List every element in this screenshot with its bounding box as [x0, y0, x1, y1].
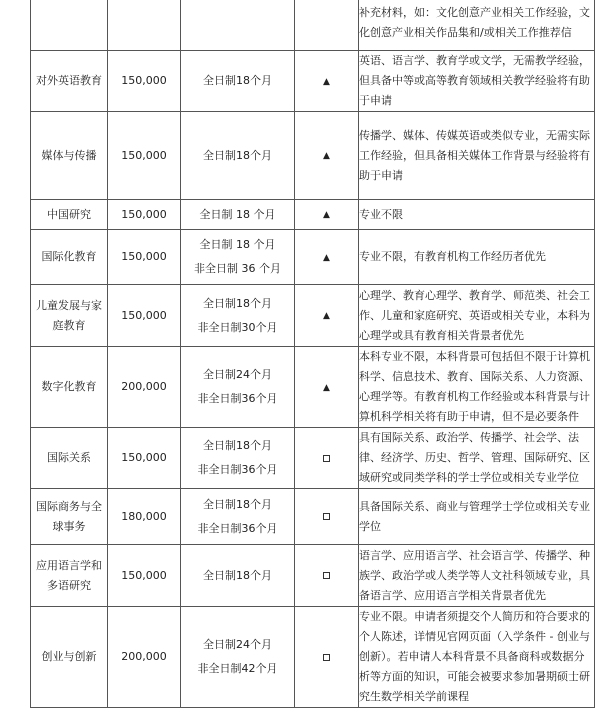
duration-line: 非全日制36个月	[197, 392, 278, 405]
tuition-fee: 150,000	[121, 148, 167, 162]
mark-cell	[295, 0, 359, 51]
program-row	[31, 347, 595, 428]
tuition-fee: 150,000	[121, 250, 167, 263]
program-name: 媒体与传播	[41, 148, 97, 162]
mark-cell	[295, 428, 359, 489]
mark-cell	[295, 489, 359, 545]
program-row	[31, 607, 595, 708]
tuition-fee-cell	[108, 545, 181, 607]
program-row	[31, 545, 595, 607]
tuition-fee-cell	[108, 428, 181, 489]
program-name: 数字化教育	[41, 380, 97, 393]
program-row	[31, 0, 595, 51]
program-name-cell	[31, 230, 108, 285]
mark-cell	[295, 285, 359, 347]
program-name-cell	[31, 0, 108, 51]
program-name-cell	[31, 200, 108, 230]
tuition-fee: 150,000	[121, 207, 167, 221]
duration-cell	[181, 347, 295, 428]
tuition-fee-cell	[108, 230, 181, 285]
requirement-cell	[359, 607, 595, 708]
program-name: 国际化教育	[41, 250, 97, 263]
program-name: 国际商务与全球事务	[36, 499, 102, 533]
duration-cell	[181, 51, 295, 112]
duration-cell	[181, 112, 295, 200]
square-mark-icon	[323, 455, 330, 462]
requirement-text: 本科专业不限，本科背景可包括但不限于计算机科学、信息技术、教育、国际关系、人力资源、心理学等。有教育机构工作经验或本科背景与计算机科学相关将有助于申请，但不是必要条件	[359, 350, 590, 423]
tuition-fee: 150,000	[121, 568, 167, 582]
duration-line: 全日制18个月	[203, 296, 272, 310]
requirement-text: 补充材料，如：文化创意产业相关工作经验，文化创意产业相关作品集和/或相关工作推荐信	[359, 5, 590, 39]
requirement-cell	[359, 112, 595, 200]
program-name: 国际关系	[47, 451, 91, 464]
program-row	[31, 428, 595, 489]
requirement-text: 传播学、媒体、传媒英语或类似专业，无需实际工作经验，但具备相关媒体工作背景与经验将有助于申请	[359, 128, 590, 182]
program-row	[31, 230, 595, 285]
tuition-fee-cell	[108, 285, 181, 347]
programs-table	[30, 0, 595, 708]
duration-line: 全日制 18 个月	[199, 207, 276, 221]
tuition-fee-cell	[108, 347, 181, 428]
duration-cell	[181, 230, 295, 285]
mark-cell	[295, 200, 359, 230]
requirement-text: 具备国际关系、商业与管理学士学位或相关专业学位	[359, 499, 590, 533]
program-name-cell	[31, 428, 108, 489]
requirement-cell	[359, 428, 595, 489]
program-name-cell	[31, 607, 108, 708]
requirement-cell	[359, 489, 595, 545]
program-row	[31, 489, 595, 545]
tuition-fee-cell	[108, 489, 181, 545]
tuition-fee: 150,000	[121, 74, 167, 87]
program-name: 应用语言学和多语研究	[36, 558, 102, 592]
mark-cell	[295, 112, 359, 200]
tuition-fee-cell	[108, 112, 181, 200]
programs-table-body	[31, 0, 595, 708]
duration-line: 全日制18个月	[203, 568, 272, 582]
duration-line: 全日制 18 个月	[199, 238, 276, 251]
requirement-cell	[359, 285, 595, 347]
tuition-fee: 150,000	[121, 451, 167, 464]
program-name-cell	[31, 112, 108, 200]
triangle-mark-icon: ▲	[323, 252, 330, 263]
tuition-fee-cell	[108, 51, 181, 112]
program-name: 对外英语教育	[36, 74, 102, 87]
requirement-text: 专业不限。申请者须提交个人简历和符合要求的个人陈述，详情见官网页面（入学条件 - 创业与创新）。若申请人本科背景不具备商科或数据分析等方面的知识，可能会被要求参加暑期硕士研究生数学相关学前课程	[359, 610, 590, 703]
duration-cell	[181, 607, 295, 708]
requirement-cell	[359, 545, 595, 607]
duration-line: 全日制18个月	[203, 74, 272, 87]
duration-line: 全日制18个月	[203, 148, 272, 162]
requirement-text: 专业不限，有教育机构工作经历者优先	[359, 250, 546, 263]
square-mark-icon	[323, 572, 330, 579]
tuition-fee-cell	[108, 200, 181, 230]
program-name-cell	[31, 347, 108, 428]
program-name: 中国研究	[47, 207, 91, 221]
requirement-text: 心理学、教育心理学、教育学、师范类、社会工作、儿童和家庭研究、英语或相关专业，本科为心理学或具有教育相关背景者优先	[359, 288, 590, 342]
triangle-mark-icon: ▲	[323, 210, 330, 220]
requirement-cell	[359, 347, 595, 428]
program-name-cell	[31, 285, 108, 347]
requirement-text: 专业不限	[359, 207, 403, 221]
tuition-fee-cell	[108, 0, 181, 51]
program-name-cell	[31, 489, 108, 545]
duration-line: 非全日制36个月	[197, 463, 278, 476]
duration-cell	[181, 545, 295, 607]
program-name: 创业与创新	[41, 650, 97, 663]
duration-cell	[181, 285, 295, 347]
triangle-mark-icon: ▲	[323, 382, 330, 393]
requirement-text: 具有国际关系、政治学、传播学、社会学、法律、经济学、历史、哲学、管理、国际研究、区域研究或同类学科的学士学位或相关专业学位	[359, 431, 590, 484]
duration-line: 非全日制30个月	[197, 320, 278, 334]
requirement-cell	[359, 200, 595, 230]
mark-cell	[295, 230, 359, 285]
requirement-cell	[359, 51, 595, 112]
duration-cell	[181, 0, 295, 51]
program-row	[31, 285, 595, 347]
triangle-mark-icon: ▲	[323, 151, 330, 161]
tuition-fee: 180,000	[121, 509, 167, 523]
tuition-fee: 200,000	[121, 650, 167, 663]
program-row	[31, 51, 595, 112]
duration-line: 非全日制42个月	[197, 662, 278, 675]
mark-cell	[295, 607, 359, 708]
requirement-text: 语言学、应用语言学、社会语言学、传播学、种族学、政治学或人类学等人文社科领域专业，具备语言学、应用语言学相关背景者优先	[359, 548, 590, 602]
duration-line: 全日制24个月	[203, 368, 272, 381]
triangle-mark-icon: ▲	[323, 76, 330, 87]
duration-line: 全日制24个月	[203, 638, 272, 651]
triangle-mark-icon: ▲	[323, 311, 330, 321]
program-name-cell	[31, 51, 108, 112]
duration-line: 非全日制36个月	[197, 521, 278, 535]
square-mark-icon	[323, 513, 330, 520]
tuition-fee: 150,000	[121, 308, 167, 322]
requirement-text: 英语、语言学、教育学或文学，无需教学经验，但具备中等或高等教育领域相关教学经验将有助于申请	[359, 54, 590, 107]
square-mark-icon	[323, 654, 330, 661]
requirement-cell	[359, 0, 595, 51]
mark-cell	[295, 545, 359, 607]
mark-cell	[295, 347, 359, 428]
duration-line: 全日制18个月	[203, 497, 272, 511]
program-name: 儿童发展与家庭教育	[36, 298, 102, 332]
program-row	[31, 200, 595, 230]
mark-cell	[295, 51, 359, 112]
requirement-cell	[359, 230, 595, 285]
tuition-fee-cell	[108, 607, 181, 708]
duration-cell	[181, 428, 295, 489]
duration-cell	[181, 489, 295, 545]
program-name-cell	[31, 545, 108, 607]
program-row	[31, 112, 595, 200]
duration-line: 全日制18个月	[203, 439, 272, 452]
tuition-fee: 200,000	[121, 380, 167, 393]
duration-line: 非全日制 36 个月	[194, 262, 281, 275]
duration-cell	[181, 200, 295, 230]
